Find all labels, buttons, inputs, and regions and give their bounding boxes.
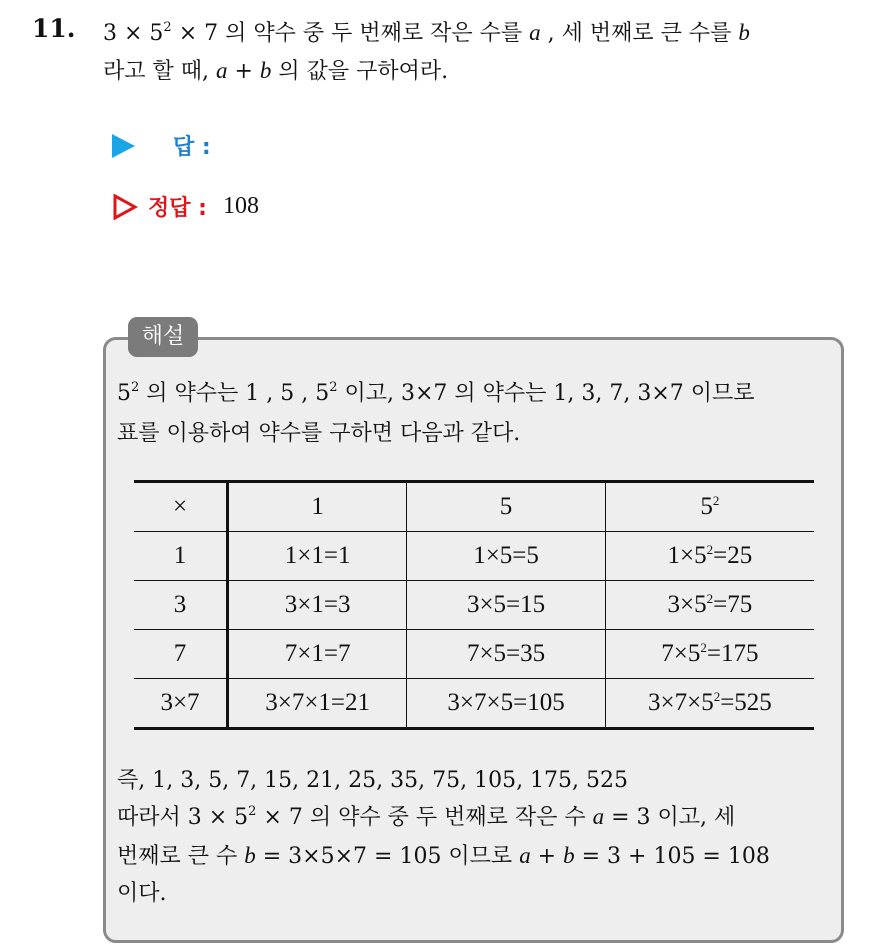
table-header-cell: 5: [407, 482, 606, 532]
table-row: [134, 679, 814, 729]
table-cell: 7×5=35: [407, 630, 606, 679]
explanation-line-5: 번째로 큰 수 b = 3×5×7 = 105 이므로 a + b = 3 + 105 = 108: [117, 843, 770, 869]
table-row: [134, 630, 814, 679]
answer-row: [112, 130, 211, 161]
explanation-line-4: 따라서 $3 \times 5^2 \times 7$ 의 약수 중 두 번째로 작은 수 a = 3 이고, 세: [117, 804, 736, 830]
table-cell: 3×7×1=21: [228, 679, 407, 729]
table-cell: $3\times 5^2=75$: [605, 581, 814, 630]
explanation-line-2: 표를 이용하여 약수를 구하면 다음과 같다.: [117, 421, 521, 446]
table-header-cell: 1: [228, 482, 407, 532]
table-row: [134, 581, 814, 630]
table-cell: 7: [134, 630, 228, 679]
correct-answer-row: [112, 191, 259, 222]
table-cell: 1×5=5: [407, 532, 606, 581]
table-cell: 3×7: [134, 679, 228, 729]
table-cell: 3: [134, 581, 228, 630]
correct-answer-label: 정답 :: [148, 196, 207, 221]
table-cell: $3\times 7\times 5^2=525$: [605, 679, 814, 729]
divisor-table: [134, 480, 814, 730]
table-cell: 3×5=15: [407, 581, 606, 630]
problem-number: 11.: [32, 14, 76, 43]
table-header-cell: $5^2$: [605, 482, 814, 532]
table-header-row: [134, 482, 814, 532]
table-row: [134, 532, 814, 581]
outline-triangle-icon: [112, 194, 138, 220]
table-cell: 1: [134, 532, 228, 581]
table-cell: 1×1=1: [228, 532, 407, 581]
problem-text-line-1: $3 \times 5^2 \times 7$ 의 약수 중 두 번째로 작은 수를 a , 세 번째로 큰 수를 b: [103, 20, 750, 46]
explanation-line-6: 이다.: [117, 881, 167, 906]
table-cell: $1\times 5^2=25$: [605, 532, 814, 581]
table-header-cell: ×: [134, 482, 228, 532]
table-cell: 3×7×5=105: [407, 679, 606, 729]
explanation-tag: 해설: [128, 317, 198, 357]
table-cell: $7\times 5^2=175$: [605, 630, 814, 679]
explanation-line-1: $5^2$ 의 약수는 1 , 5 , $5^2$ 이고, 3×7 의 약수는 1, 3, 7, 3×7 이므로: [117, 380, 755, 406]
correct-answer-value: 108: [222, 193, 259, 219]
play-triangle-icon: [112, 134, 135, 158]
table-cell: 7×1=7: [228, 630, 407, 679]
table-cell: 3×1=3: [228, 581, 407, 630]
answer-label: 답 :: [173, 135, 211, 160]
explanation-line-3: 즉, 1, 3, 5, 7, 15, 21, 25, 35, 75, 105, 175, 525: [117, 768, 629, 793]
problem-text-line-2: 라고 할 때, a + b 의 값을 구하여라.: [103, 58, 449, 84]
